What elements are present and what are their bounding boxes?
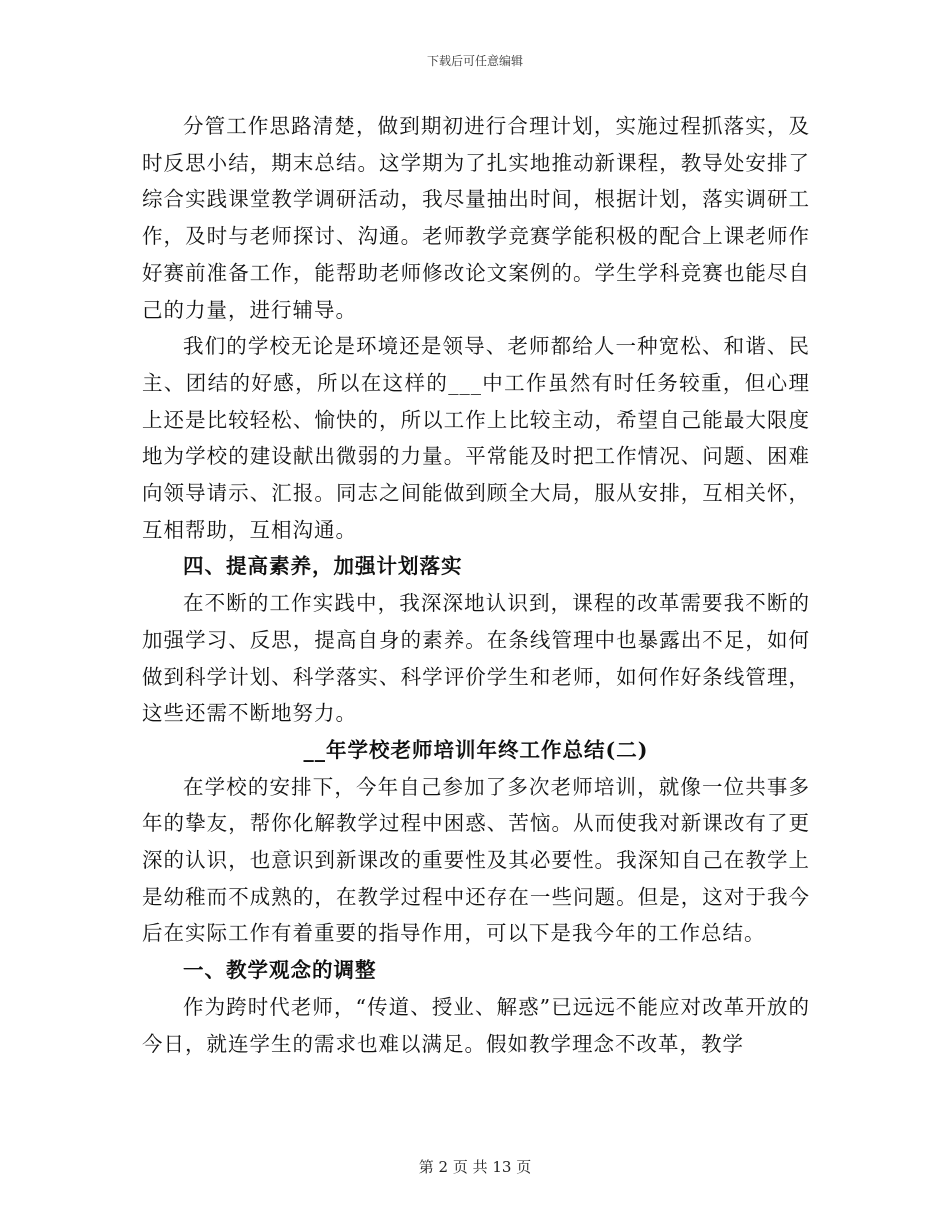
paragraph-self-improvement: 在不断的工作实践中，我深深地认识到，课程的改革需要我不断的加强学习、反思，提高自身的素养。在条线管理中也暴露出不足，如何做到科学计划、科学落实、科学评价学生和老师，如何作好条线管理，这些还需不断地努力。 [142,591,810,726]
section-heading-teaching-concept: 一、教学观念的调整 [183,958,377,983]
paragraph-work-approach: 分管工作思路清楚，做到期初进行合理计划，实施过程抓落实，及时反思小结，期末总结。这学期为了扎实地推动新课程，教导处安排了综合实践课堂教学调研活动，我尽量抽出时间，根据计划，落实调研工作，及时与老师探讨、沟通。老师教学竞赛学能积极的配合上课老师作好赛前准备工作，能帮助老师修改论文案例的。学生学科竞赛也能尽自己的力量，进行辅导。 [142,114,810,322]
paragraph-school-environment: 我们的学校无论是环境还是领导、老师都给人一种宽松、和谐、民主、团结的好感，所以在这样的___中工作虽然有时任务较重，但心理上还是比较轻松、愉快的，所以工作上比较主动，希望自己能最大限度地为学校的建设献出微弱的力量。平常能及时把工作情况、问题、困难向领导请示、汇报。同志之间能做到顾全大局，服从安排，互相关怀，互相帮助，互相沟通。 [142,334,810,542]
paragraph-training-intro: 在学校的安排下，今年自己参加了多次老师培训，就像一位共事多年的挚友，帮你化解教学过程中困惑、苦恼。从而使我对新课改有了更深的认识，也意识到新课改的重要性及其必要性。我深知自己在教学上是幼稚而不成熟的，在教学过程中还存在一些问题。但是，这对于我今后在实际工作有着重要的指导作用，可以下是我今年的工作总结。 [142,774,810,946]
document-body [142,108,810,1062]
paragraph-teaching-concept: 作为跨时代老师，“传道、授业、解惑”已远远不能应对改革开放的今日，就连学生的需求也难以满足。假如教学理念不改革，教学 [142,994,810,1056]
section-heading-improve-quality: 四、提高素养，加强计划落实 [183,554,463,579]
document-title: __年学校老师培训年终工作总结(二) [303,737,649,762]
page-number: 第 2 页 共 13 页 [418,1158,532,1176]
page-header: 下载后可任意编辑 [426,54,523,68]
